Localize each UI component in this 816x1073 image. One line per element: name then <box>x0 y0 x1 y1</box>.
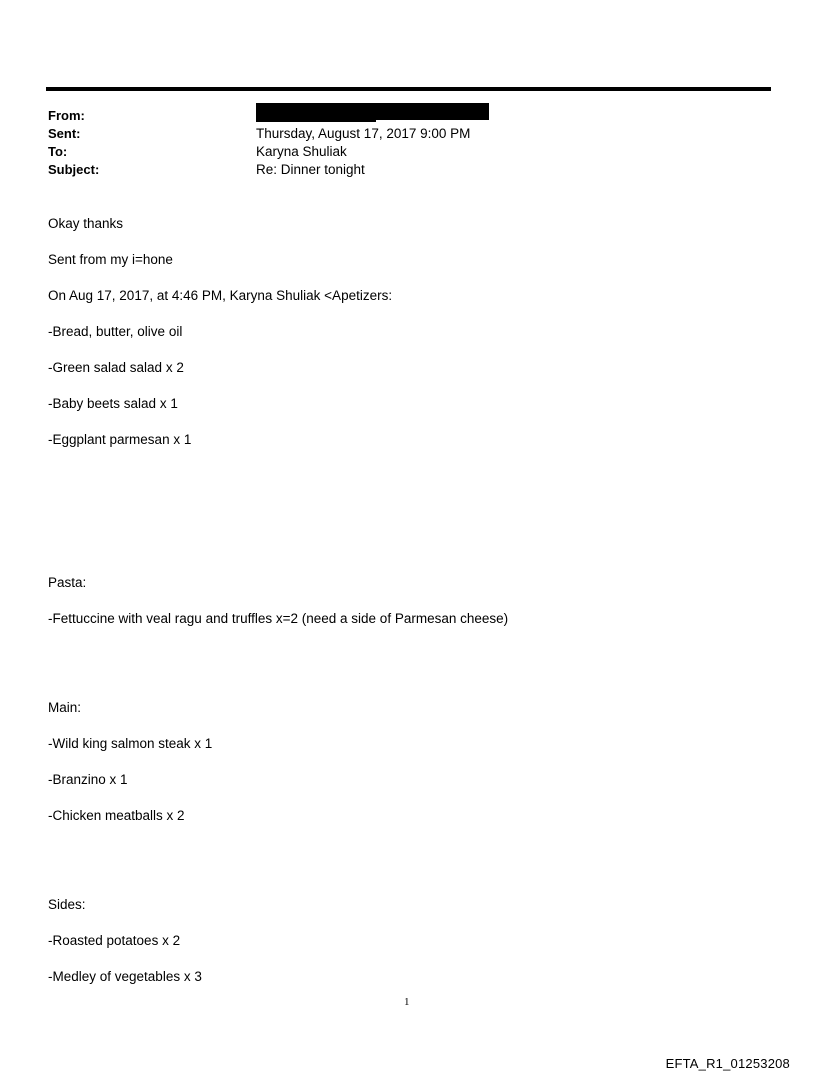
document-id: EFTA_R1_01253208 <box>665 1056 790 1071</box>
body-line-sides-1: -Roasted potatoes x 2 <box>48 933 181 948</box>
body-line-signature: Sent from my i=hone <box>48 252 173 267</box>
header-rule <box>46 87 771 91</box>
sent-value: Thursday, August 17, 2017 9:00 PM <box>256 126 471 141</box>
body-line-pasta-1: -Fettuccine with veal ragu and truffles x=2 (need a side of Parmesan cheese) <box>48 611 509 626</box>
page-number: 1 <box>404 996 410 1008</box>
redaction-block-tail <box>256 118 376 122</box>
body-line-main-2: -Branzino x 1 <box>48 772 128 787</box>
body-line-main-heading: Main: <box>48 700 82 715</box>
body-line-quote-header: On Aug 17, 2017, at 4:46 PM, Karyna Shuliak <Apetizers: <box>48 288 393 303</box>
subject-label: Subject: <box>48 162 100 177</box>
body-line-appetizer-2: -Green salad salad x 2 <box>48 360 184 375</box>
subject-value: Re: Dinner tonight <box>256 162 365 177</box>
body-line-appetizer-3: -Baby beets salad x 1 <box>48 396 178 411</box>
body-line-pasta-heading: Pasta: <box>48 575 87 590</box>
to-label: To: <box>48 144 68 159</box>
to-value: Karyna Shuliak <box>256 144 347 159</box>
body-line-appetizer-1: -Bread, butter, olive oil <box>48 324 183 339</box>
body-line-sides-heading: Sides: <box>48 897 86 912</box>
from-label: From: <box>48 108 85 123</box>
body-line-reply: Okay thanks <box>48 216 124 231</box>
body-line-sides-2: -Medley of vegetables x 3 <box>48 969 202 984</box>
body-line-main-3: -Chicken meatballs x 2 <box>48 808 185 823</box>
body-line-appetizer-4: -Eggplant parmesan x 1 <box>48 432 192 447</box>
sent-label: Sent: <box>48 126 81 141</box>
body-line-main-1: -Wild king salmon steak x 1 <box>48 736 213 751</box>
